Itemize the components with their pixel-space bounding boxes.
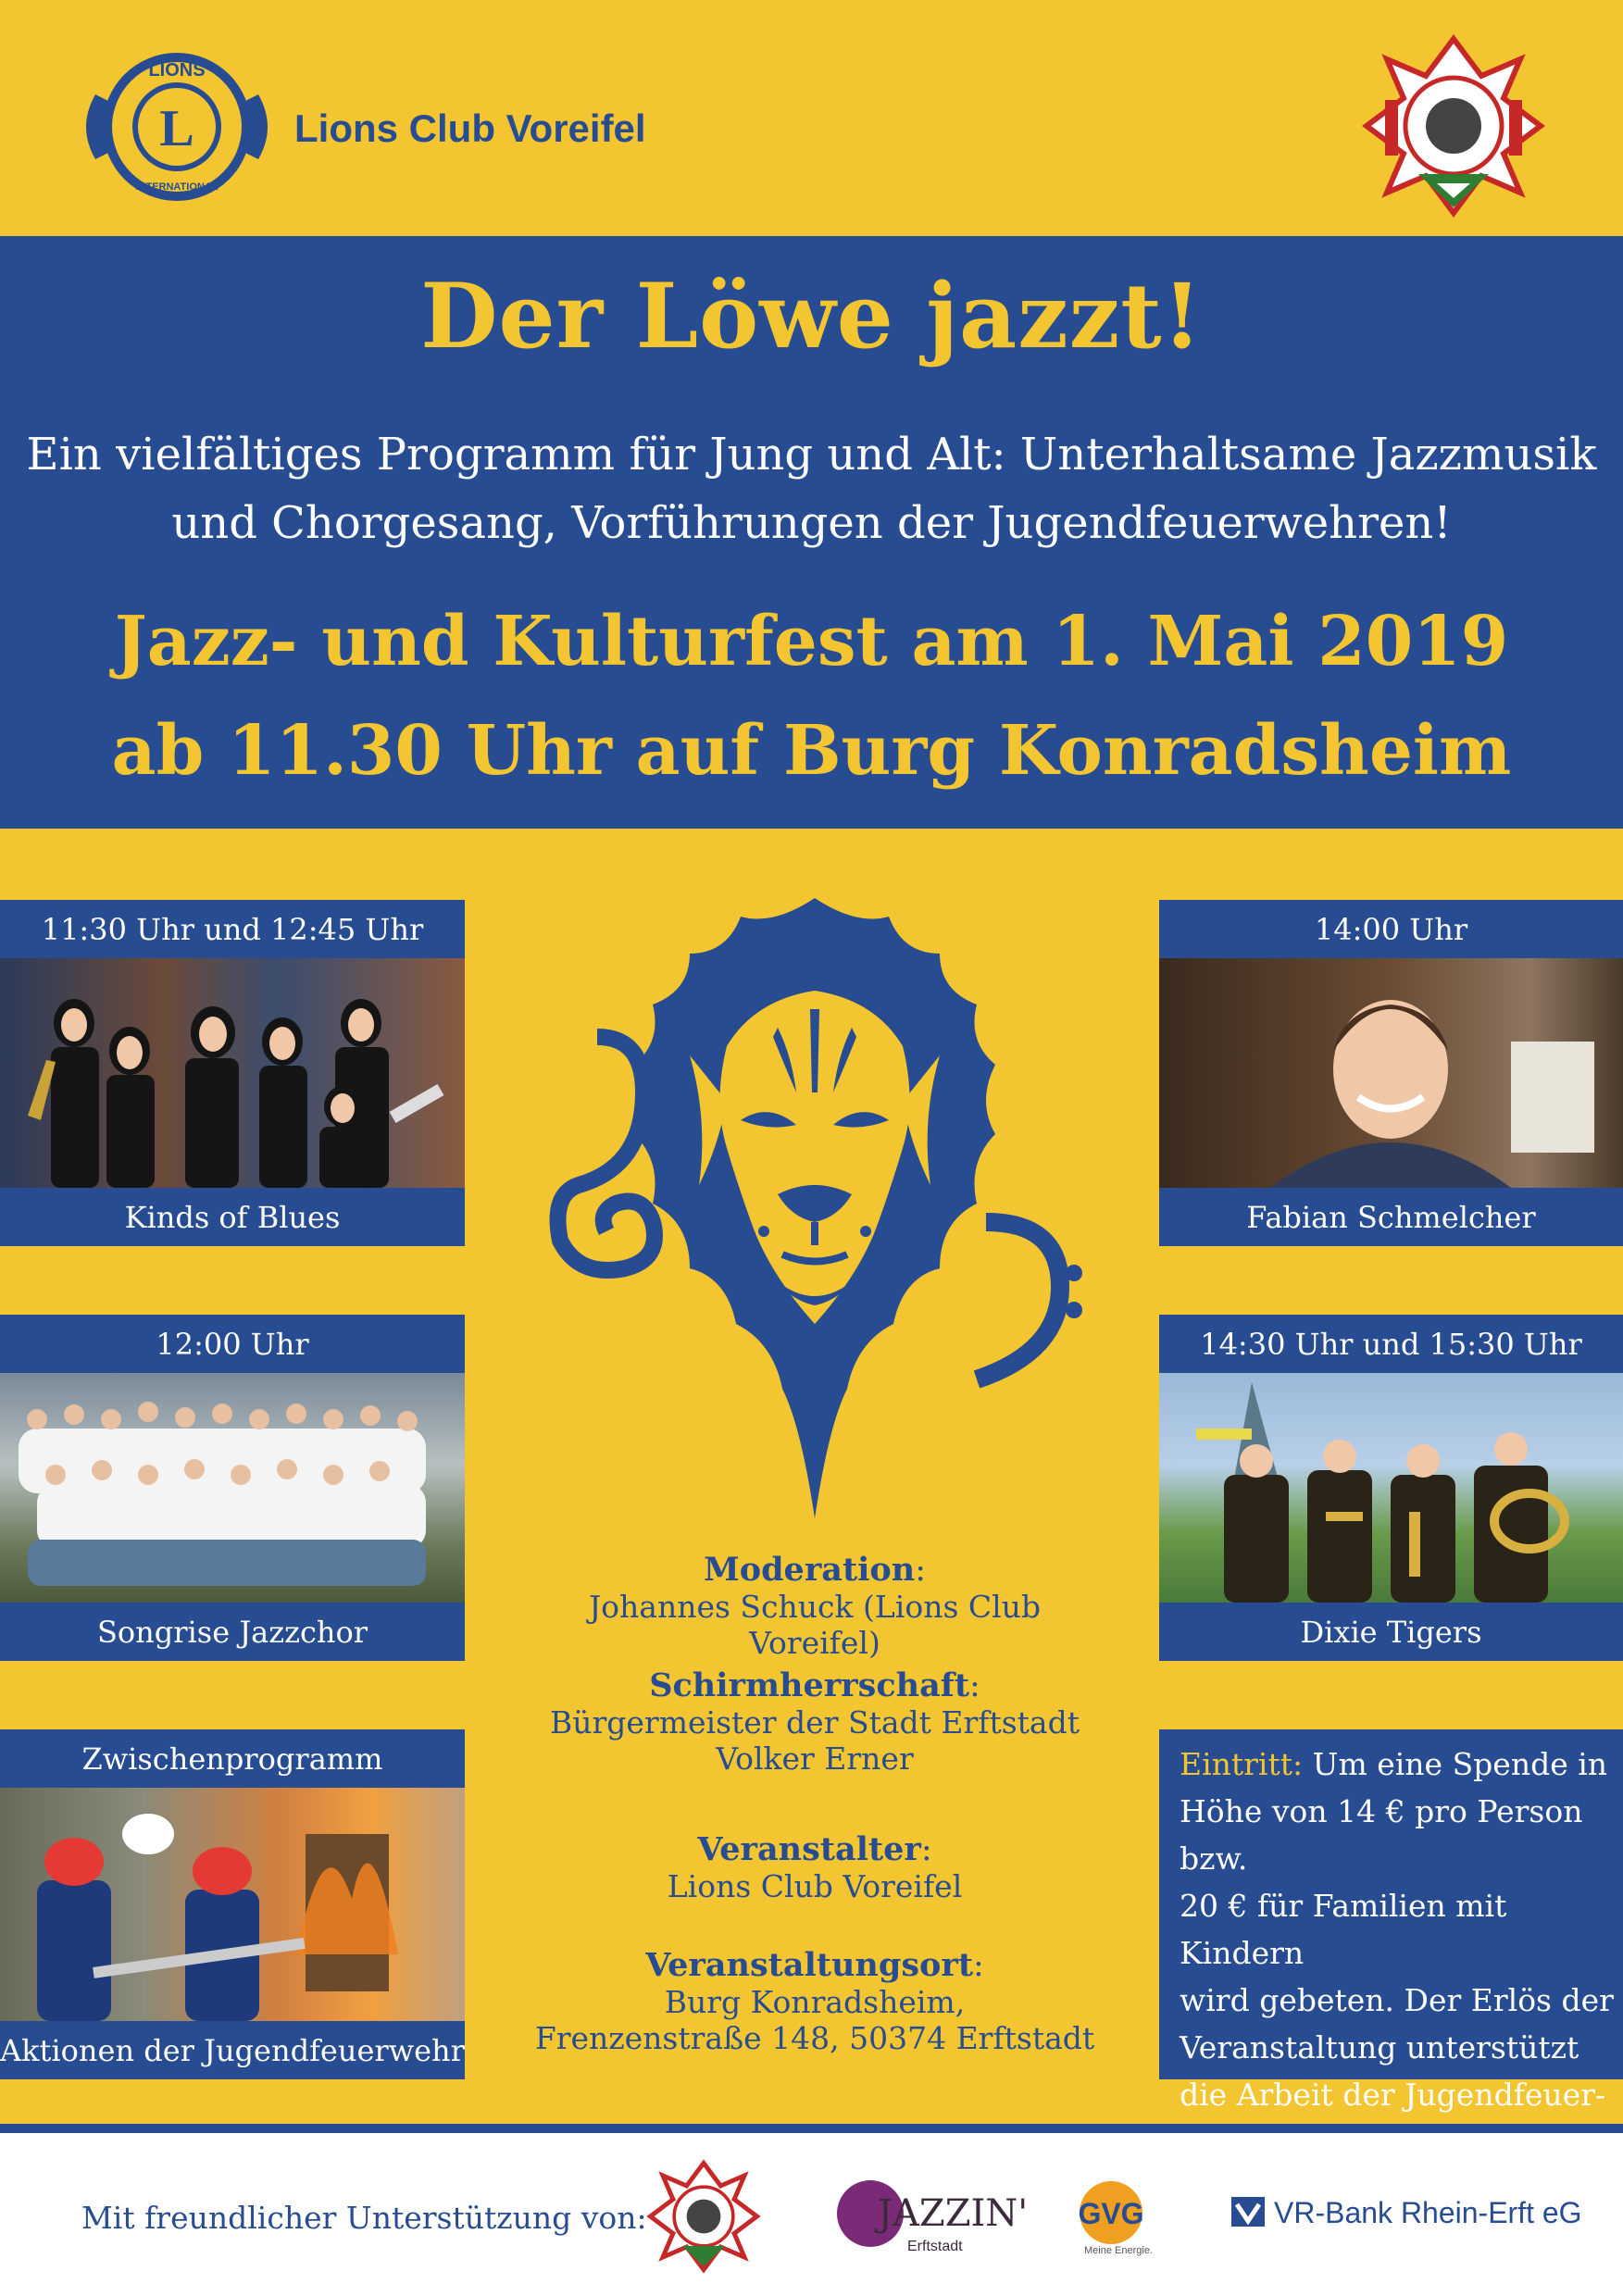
support-text: Mit freundlicher Unterstützung von:	[81, 2200, 647, 2236]
eintritt-line-1: Höhe von 14 € pro Person bzw.	[1180, 1793, 1583, 1877]
photo-jugendfeuerwehr	[0, 1788, 465, 2021]
photo-songrise-jazzchor	[0, 1373, 465, 1603]
lions-logo-text-top: LIONS	[148, 60, 206, 81]
card-jugendfeuerwehr-time: Zwischenprogramm	[0, 1729, 465, 1788]
card-dixie-time: 14:30 Uhr und 15:30 Uhr	[1159, 1315, 1623, 1373]
card-fabian-name: Fabian Schmelcher	[1159, 1188, 1623, 1246]
hero-date-line1: Jazz- und Kulturfest am 1. Mai 2019	[114, 602, 1509, 681]
lion-jazz-graphic	[542, 889, 1088, 1528]
eintritt-line-2: 20 € für Familien mit Kindern	[1180, 1888, 1507, 1971]
eintritt-line-5: die Arbeit der Jugendfeuer-	[1180, 2077, 1606, 2113]
schirmherrschaft-value2: Volker Erner	[716, 1741, 914, 1777]
photo-kinds-of-blues	[0, 958, 465, 1188]
lions-logo-text-bottom: INTERNATIONAL	[135, 181, 218, 193]
footer-divider	[0, 2124, 1623, 2133]
jazzin-text: JAZZIN'	[878, 2192, 1029, 2235]
schirmherrschaft-value1: Bürgermeister der Stadt Erftstadt	[549, 1704, 1080, 1741]
schirmherrschaft-label: Schirmherrschaft:	[649, 1666, 980, 1704]
photo-fabian-schmelcher	[1159, 958, 1623, 1188]
jazzin-logo	[833, 2172, 1029, 2265]
moderation-block	[518, 1551, 1111, 1661]
photo-dixie-tigers	[1159, 1373, 1623, 1603]
veranstaltungsort-label: Veranstaltungsort:	[645, 1946, 984, 1984]
card-songrise-time: 12:00 Uhr	[0, 1315, 465, 1373]
schirmherrschaft-block	[518, 1666, 1111, 1777]
eintritt-line-0: Um eine Spende in	[1303, 1746, 1608, 1782]
veranstalter-block	[518, 1830, 1111, 1904]
footer-fire-brigade-logo	[648, 2161, 759, 2272]
veranstaltungsort-value1: Burg Konradsheim,	[664, 1984, 966, 2020]
veranstaltungsort-block	[518, 1946, 1111, 2056]
gvg-logo	[1055, 2176, 1167, 2259]
card-dixie-name: Dixie Tigers	[1159, 1603, 1623, 1661]
hero-date-line2: ab 11.30 Uhr auf Burg Konradsheim	[111, 711, 1512, 791]
card-jugendfeuerwehr-name: Aktionen der Jugendfeuerwehr	[0, 2021, 465, 2079]
card-songrise-name: Songrise Jazzchor	[0, 1603, 465, 1661]
eintritt-line-4: Veranstaltung unterstützt	[1180, 2029, 1579, 2065]
veranstaltungsort-value2: Frenzenstraße 148, 50374 Erftstadt	[534, 2020, 1095, 2056]
lions-logo	[77, 39, 277, 215]
moderation-value: Johannes Schuck (Lions Club Voreifel)	[588, 1589, 1042, 1661]
eintritt-text	[1180, 1741, 1615, 2165]
moderation-label: Moderation:	[704, 1551, 926, 1589]
lions-logo-letter: L	[159, 100, 194, 157]
vr-bank-text: VR-Bank Rhein-Erft eG	[1274, 2196, 1582, 2229]
eintritt-line-3: wird gebeten. Der Erlös der	[1180, 1982, 1614, 2018]
card-fabian-time: 14:00 Uhr	[1159, 900, 1623, 958]
hero-subtitle-line2: und Chorgesang, Vorführungen der Jugendfeuerwehren!	[171, 497, 1452, 549]
card-kinds-of-blues-time: 11:30 Uhr und 12:45 Uhr	[0, 900, 465, 958]
hero-subtitle-line1: Ein vielfältiges Programm für Jung und Alt: Unterhaltsame Jazzmusik	[26, 429, 1597, 480]
gvg-text: GVG	[1078, 2197, 1144, 2230]
hero-title: Der Löwe jazzt!	[420, 264, 1203, 368]
fire-brigade-logo	[1363, 35, 1544, 217]
veranstalter-value: Lions Club Voreifel	[667, 1868, 963, 1904]
vr-bank-icon	[1231, 2197, 1265, 2227]
eintritt-label: Eintritt:	[1180, 1746, 1304, 1782]
gvg-sub: Meine Energie.	[1084, 2245, 1153, 2256]
veranstalter-label: Veranstalter:	[697, 1830, 932, 1868]
club-name: Lions Club Voreifel	[294, 106, 646, 150]
card-kinds-of-blues-name: Kinds of Blues	[0, 1188, 465, 1246]
jazzin-sub: Erftstadt	[907, 2239, 963, 2254]
